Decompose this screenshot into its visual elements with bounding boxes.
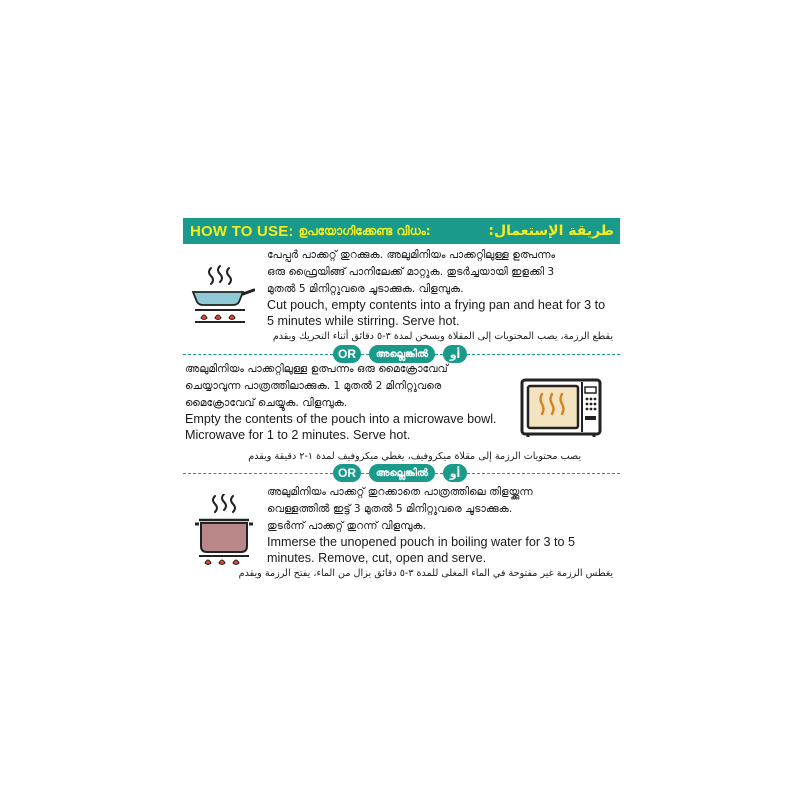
method-2-ml-text (185, 361, 515, 411)
text-line: 5 minutes while stirring. Serve hot. (267, 314, 460, 328)
microwave-icon (520, 378, 602, 438)
boiling-pot-icon (193, 494, 255, 566)
method-3-ar-text: يغطس الرزمة غير مفتوحة في الماء المغلى للمدة ٣-٥ دقائق يزال من الماء، يفتح الرزمة ويقدم (238, 568, 613, 579)
or-divider (183, 464, 620, 484)
text-line: പേപ്പർ പാക്കറ്റ് തുറക്കുക. അലുമിനിയം പാക്കറ്റിലുള്ള ഉത്പന്നം (267, 249, 556, 261)
text-line: അലുമിനിയം പാക്കറ്റിലുള്ള ഉത്പന്നം ഒരു മൈക്രോവേവ് (185, 363, 448, 375)
or-badge-en: OR (333, 345, 361, 363)
method-1-ml-text (267, 247, 619, 297)
instructions-header (183, 218, 620, 244)
text-line: ചെയ്യാവുന്ന പാത്രത്തിലാക്കുക. 1 മുതൽ 2 മിനിറ്റുവരെ (185, 379, 442, 392)
text-line: അലുമിനിയം പാക്കറ്റ് തുറക്കാതെ പാത്രത്തിലെ തിളയ്ക്കുന്ന (267, 486, 533, 498)
text-line: മുതൽ 5 മിനിറ്റുവരെ ചൂടാക്കുക. വിളമ്പുക. (267, 282, 464, 295)
header-title-ar: طريقة الإستعمال: (488, 223, 614, 239)
method-1-en-text (267, 297, 619, 329)
or-badge-ar: أو (443, 464, 467, 482)
text-line: Immerse the unopened pouch in boiling water for 3 to 5 (267, 535, 576, 549)
or-badge-en: OR (333, 464, 361, 482)
text-line: Empty the contents of the pouch into a microwave bowl. (185, 412, 497, 426)
or-badge-ml: അല്ലെങ്കിൽ (369, 345, 435, 363)
usage-instructions-card (183, 218, 620, 598)
method-2-en-text (185, 411, 515, 443)
text-line: വെള്ളത്തിൽ ഇട്ട് 3 മുതൽ 5 മിനിറ്റുവരെ ചൂടാക്കുക. (267, 502, 513, 515)
header-title-ml: ഉപയോഗിക്കേണ്ട വിധം: (298, 223, 431, 238)
frying-pan-on-stove-icon (189, 264, 255, 326)
text-line: minutes. Remove, cut, open and serve. (267, 551, 487, 565)
text-line: ഒരു ഫ്രൈയിങ്ങ് പാനിലേക്ക് മാറ്റുക. തുടർച്ചയായി ഇളക്കി 3 (267, 265, 555, 278)
text-line: മൈക്രോവേവ് ചെയ്യുക. വിളമ്പുക. (185, 396, 348, 409)
text-line: Cut pouch, empty contents into a frying pan and heat for 3 to (267, 298, 606, 312)
method-3-ml-text (267, 484, 619, 534)
or-badge-ar: أو (443, 345, 467, 363)
text-line: Microwave for 1 to 2 minutes. Serve hot. (185, 428, 411, 442)
header-title-en: HOW TO USE: (190, 222, 294, 240)
text-line: തുടർന്ന് പാക്കറ്റ് തുറന്ന് വിളമ്പുക. (267, 519, 426, 532)
method-1-ar-text: يقطع الرزمة، يصب المحتويات إلى المقلاة ويسخن لمدة ٣-٥ دقائق أثناء التحريك ويقدم (272, 331, 613, 342)
method-3-en-text (267, 534, 619, 566)
method-2-ar-text: يصب محتويات الرزمة إلى مقلاة ميكروفيف، يغطي ميكروفيف لمدة ١-٢ دقيقة ويقدم (248, 451, 581, 462)
or-badge-ml: അല്ലെങ്കിൽ (369, 464, 435, 482)
